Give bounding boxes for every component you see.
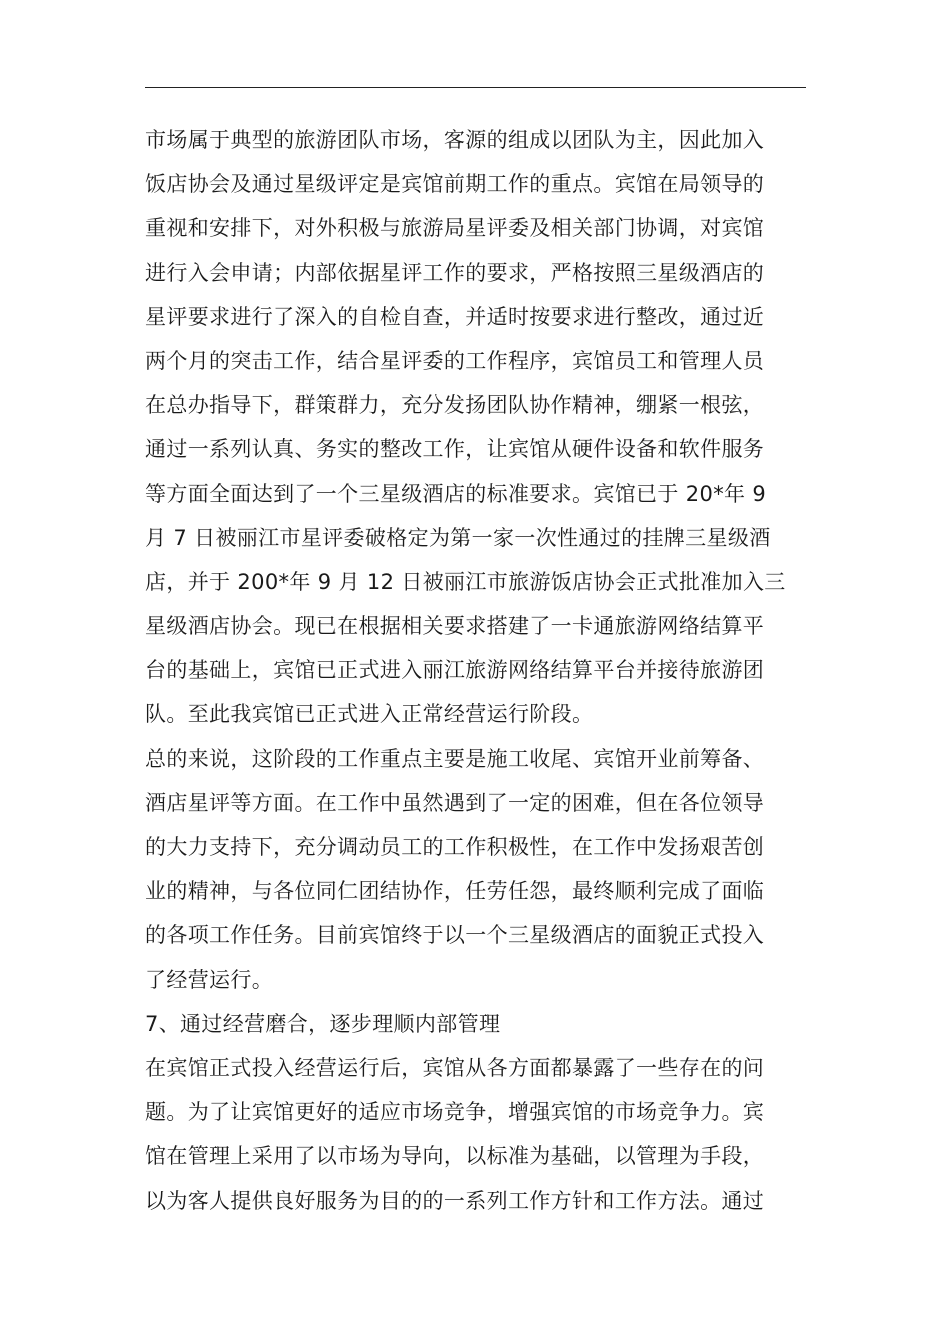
text-line: 通过一系列认真、务实的整改工作，让宾馆从硬件设备和软件服务 bbox=[145, 437, 765, 462]
text-line: 重视和安排下，对外积极与旅游局星评委及相关部门协调，对宾馆 bbox=[145, 216, 765, 241]
text-line: 了经营运行。 bbox=[145, 967, 274, 992]
text-line: 等方面全面达到了一个三星级酒店的标准要求。宾馆已于 20*年 9 bbox=[145, 481, 767, 506]
text-line: 在宾馆正式投入经营运行后，宾馆从各方面都暴露了一些存在的问 bbox=[145, 1055, 765, 1080]
text-line: 饭店协会及通过星级评定是宾馆前期工作的重点。宾馆在局领导的 bbox=[145, 172, 765, 197]
text-line: 进行入会申请；内部依据星评工作的要求，严格按照三星级酒店的 bbox=[145, 260, 765, 285]
text-line: 的各项工作任务。目前宾馆终于以一个三星级酒店的面貌正式投入 bbox=[145, 923, 765, 948]
section-heading: 7、通过经营磨合，逐步理顺内部管理 bbox=[145, 1011, 501, 1036]
text-line: 星级酒店协会。现已在根据相关要求搭建了一卡通旅游网络结算平 bbox=[145, 614, 765, 639]
text-line: 题。为了让宾馆更好的适应市场竞争，增强宾馆的市场竞争力。宾 bbox=[145, 1100, 765, 1125]
text-line: 业的精神，与各位同仁团结协作，任劳任怨，最终顺利完成了面临 bbox=[145, 879, 765, 904]
text-line: 在总办指导下，群策群力，充分发扬团队协作精神，绷紧一根弦， bbox=[145, 393, 765, 418]
text-line: 总的来说，这阶段的工作重点主要是施工收尾、宾馆开业前筹备、 bbox=[145, 746, 765, 771]
text-line: 店，并于 200*年 9 月 12 日被丽江市旅游饭店协会正式批准加入三 bbox=[145, 569, 786, 594]
text-line: 馆在管理上采用了以市场为导向，以标准为基础，以管理为手段， bbox=[145, 1144, 765, 1169]
header-rule bbox=[145, 87, 806, 88]
text-line: 的大力支持下，充分调动员工的工作积极性，在工作中发扬艰苦创 bbox=[145, 835, 765, 859]
text-line: 以为客人提供良好服务为目的的一系列工作方针和工作方法。通过 bbox=[145, 1188, 765, 1213]
text-line: 酒店星评等方面。在工作中虽然遇到了一定的困难，但在各位领导 bbox=[145, 790, 765, 815]
text-line: 市场属于典型的旅游团队市场，客源的组成以团队为主，因此加入 bbox=[145, 128, 765, 152]
text-line: 台的基础上，宾馆已正式进入丽江旅游网络结算平台并接待旅游团 bbox=[145, 658, 765, 683]
text-line: 两个月的突击工作，结合星评委的工作程序，宾馆员工和管理人员 bbox=[145, 348, 765, 373]
text-line: 月 7 日被丽江市星评委破格定为第一家一次性通过的挂牌三星级酒 bbox=[145, 525, 771, 550]
document-body bbox=[145, 118, 806, 1223]
text-line: 队。至此我宾馆已正式进入正常经营运行阶段。 bbox=[145, 702, 594, 727]
text-line: 星评要求进行了深入的自检自查，并适时按要求进行整改，通过近 bbox=[145, 304, 765, 329]
